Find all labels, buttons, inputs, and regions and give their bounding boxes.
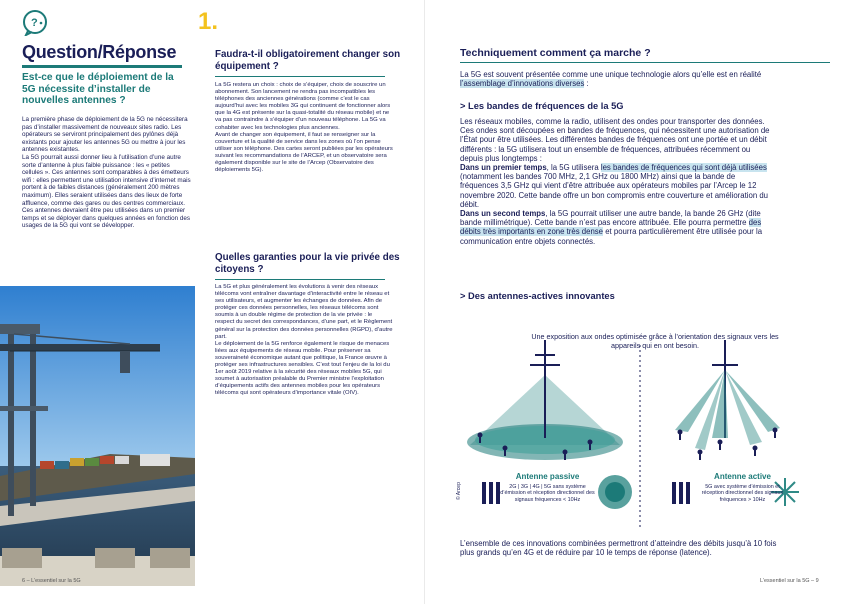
frequency-bands-text [460,117,772,246]
paragraph [460,163,772,209]
text-span: et pourra particulièrement être utilisée pour la communication entre objets connectés. [460,227,763,246]
paragraph: Avant de changer son équipement, il faut se renseigner sur la couverture et la qualité de service dans les zones où l’on pense utiliser son téléphone. Des cartes seront publiées par les opérateurs suivant les recommandations de l’ARCEP, et un observatoire sera également disponible sur le site de l’Arcep (Observatoire des déploiements 5G). [215,131,393,174]
section-heading: Faudra-t-il obligatoirement changer son équipement ? [215,49,401,72]
highlighted-text: des débits très importants en zone très dense [460,218,762,237]
highlighted-text: les bandes de fréquences qui sont déjà utilisées [600,163,767,173]
text-span: (notamment les bandes 700 MHz, 2,1 GHz ou 1800 MHz) ainsi que la bande de fréquences 3,5 GHz qui vient d’être attribuée aux opérateurs mobiles par l’Arcep le 12 novembre 2020. Cette bande offre un bon compromis entre couverture et amélioration du débit. [460,172,769,209]
active-antenna-detail: 5G avec système d’émission et réception directionnel des signaux fréquences > 10Hz [701,484,784,503]
paragraph: Les réseaux mobiles, comme la radio, utilisent des ondes pour transporter des données. Ces ondes sont découpées en bandes de fréquences, qui nécessitent une autorisation de l’État pour être utilisées. Les différentes bandes de fréquences ont une portée et un débit différents : la 5G utilisera tout un ensemble de fréquences, attribuées récemment ou depuis plus longtemps : [460,117,770,163]
paragraph: Le déploiement de la 5G renforce également le risque de menaces liées aux équipements de réseau mobile. Pour préserver sa souveraineté économique autant que politique, la France œuvre à protéger ses infrastructures sensibles. C’est tout l’enjeu de la loi du 1er août 2019 relative à la sécurité des réseaux mobiles 5G, qui soumet à autorisation préalable du Premier ministre l’exploitation d’équipements actifs des antennes mobiles pour les opérateurs télécoms qui sont opérateurs d’importance vitale (OIV). [215,340,390,397]
text-span: , la 5G utilisera [546,163,601,173]
highlighted-text: l’assemblage d’innovations diverses [460,79,585,89]
heading-rule [215,279,385,280]
subsection-heading: > Les bandes de fréquences de la 5G [460,101,624,111]
section-text [215,82,393,174]
passive-antenna-detail: 2G | 3G | 4G | 5G sans système d’émission et réception directionnel des signaux fréquences < 10Hz [500,484,595,503]
page-title: Question/Réponse [22,42,177,62]
subsection-heading: > Des antennes-actives innovantes [460,291,615,301]
intro-paragraph [460,70,772,88]
question-heading: Est-ce que le déploiement de la 5G nécessite d’installer de nouvelles antennes ? [22,72,174,106]
text-span: La 5G est souvent présentée comme une unique technologie alors qu’elle est en réalité [460,70,762,79]
bold-text: Dans un second temps [460,209,546,219]
diagram-caption: Une exposition aux ondes optimisée grâce à l’orientation des signaux vers les appareils qui en ont besoin. [531,332,779,350]
page-footer: L’essentiel sur la 5G – 9 [760,578,819,584]
image-credit: © Arcep [456,482,462,500]
active-antenna-label: Antenne active [714,472,771,481]
svg-text:?: ? [31,17,38,29]
conclusion-paragraph: L’ensemble de ces innovations combinées permettront d’atteindre des débits jusqu’à 10 fois plus grands qu’en 4G et de réduire par 10 le temps de réponse (latence). [460,539,777,558]
answer-text [22,116,192,230]
text-span: : [584,79,589,89]
passive-antenna-label: Antenne passive [515,472,580,481]
heading-rule [215,76,385,77]
section-heading: Techniquement comment ça marche ? [460,47,651,59]
bold-text: Dans un premier temps [460,163,547,173]
paragraph: La première phase de déploiement de la 5G ne nécessitera pas d’installer massivement de nouveaux sites radio. Les opérateurs se serviront principalement des pylônes déjà existants pour ajouter les antennes 5G ou mettre à jour les antennes existantes. [22,116,188,154]
title-rule [22,65,182,68]
section-number: 1. [198,8,219,35]
paragraph [460,209,772,246]
port-crane-photo [0,286,195,586]
page-footer: 6 – L’essentiel sur la 5G [22,578,81,584]
section-text [215,284,393,398]
question-bubble-icon [22,10,48,36]
text-span: , la 5G pourrait utiliser une autre bande, la bande 26 GHz (dite bande millimétrique). Cette bande n’est pas encore attribuée. Elle pourra permettre [460,209,761,228]
paragraph: La 5G et plus généralement les évolutions à venir des réseaux télécoms vont entraîner davantage d’interactivité entre le réseau et ses utilisateurs, et augmenter les échanges de données. Afin de protéger ces données personnelles, les réseaux télécoms sont soumis à un double régime de protection de la vie privée : le respect du secret des correspondances, d’une part, et le Règlement général sur la protection des données personnelles (RGPD), d’autre part. [215,284,393,340]
paragraph: La 5G restera un choix : choix de s’équiper, choix de souscrire un abonnement. Son lancement ne rendra pas incompatibles les téléphones des anciennes générations (comme c’est le cas aujourd’hui avec les mobiles 3G qui continuent de fonctionner alors que la 4G est présente sur la quasi-totalité du réseau mobile) et ne va pas contraindre à s’équiper d’un nouveau téléphone. La 5G va cohabiter avec les technologies plus anciennes. [215,82,391,131]
heading-rule [460,62,830,63]
section-heading: Quelles garanties pour la vie privée des citoyens ? [215,252,400,275]
paragraph: La 5G pourrait aussi donner lieu à l’utilisation d’une autre sorte d’antenne à plus faible puissance : les « petites cellules ». Ces antennes sont comparables à des émetteurs wifi : elles permettent une utilisation intensive d’internet mais portent à de faibles distances (généralement 200 mètres maximum). Elles seraient utilisées dans des lieux de forte affluence, comme des gares ou des centres commerciaux. Ces antennes devraient être peu utilisées dans un premier temps et se déployer dans quelques années en fonction des usages de la 5G qui vont se développer. [22,153,191,230]
